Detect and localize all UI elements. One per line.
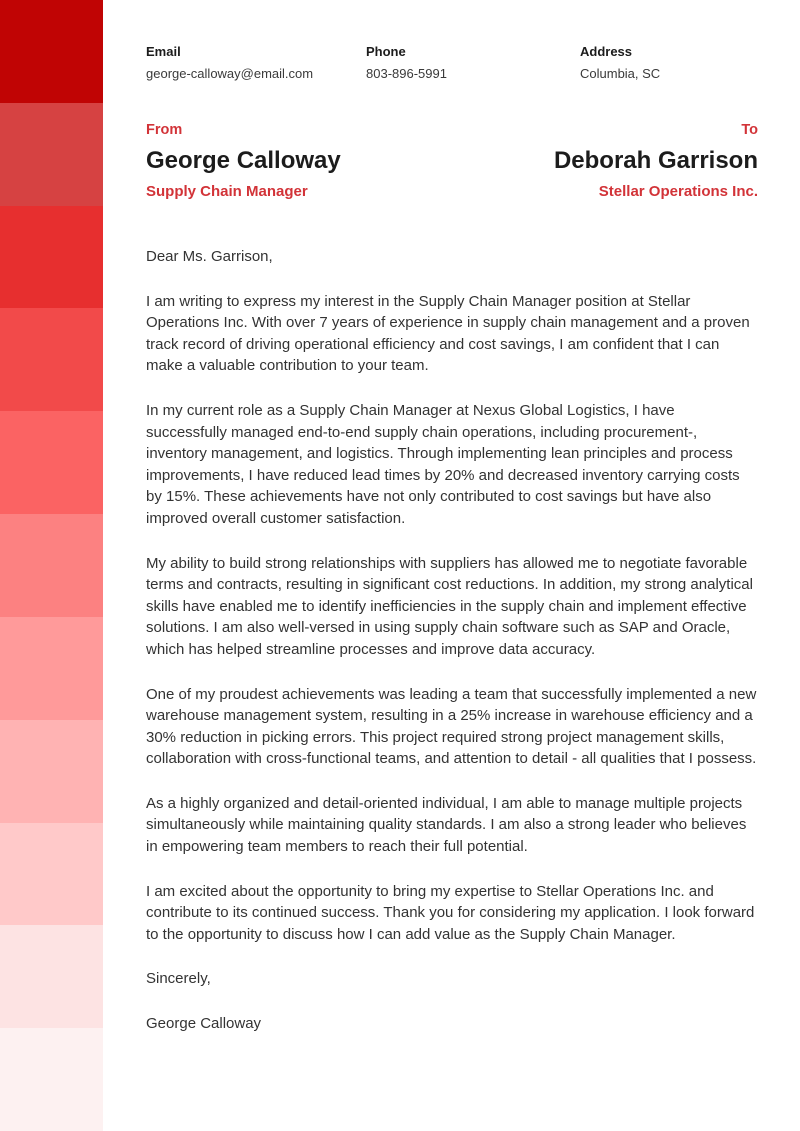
address-value: Columbia, SC [580,66,661,81]
signature-name: George Calloway [146,1015,262,1033]
sidebar-color-block [0,617,103,720]
letter-paragraph: I am excited about the opportunity to bring my expertise to Stellar Operations Inc. and contribute to its continued success. Thank you for considering my application. I look forward to the opportunity to discuss how I can add value as the Supply Chain Manager. [146,882,755,943]
to-block [554,122,758,200]
recipient-name: Deborah Garrison [553,147,758,174]
sidebar-color-block [0,1028,103,1131]
email-value: george-calloway@email.com [146,66,314,81]
sidebar-color-block [0,823,103,926]
from-to-section [146,122,758,200]
sidebar-color-block [0,206,103,309]
sidebar-color-block [0,720,103,823]
sidebar-color-block [0,103,103,206]
letter-paragraph: As a highly organized and detail-oriented individual, I am able to manage multiple projects simultaneously while maintaining quality standards. I am also a strong leader who believes in empowering team members to reach their full potential. [146,794,747,856]
from-label: From [146,122,183,138]
contact-header [146,0,758,81]
letter-paragraph: One of my proudest achievements was leading a team that successfully implemented a new warehouse management system, resulting in a 25% increase in warehouse efficiency and a 30% reduction in picking errors. This project required strong project management skills, collaboration with cross-functional teams, and attention to detail - all qualities that I possess. [146,685,757,768]
salutation: Dear Ms. Garrison, [146,248,273,265]
letter-paragraph: My ability to build strong relationships with suppliers has allowed me to negotiate favorable terms and contracts, resulting in significant cost reductions. In addition, my strong analytical skills have enabled me to identify inefficiencies in the supply chain and implement effective solutions. I am also well-versed in using supply chain software such as SAP and Oracle, which has helped streamline processes and improve data accuracy. [146,554,753,658]
closing: Sincerely, [146,970,211,988]
contact-email-column [146,44,366,81]
recipient-company: Stellar Operations Inc. [598,183,758,200]
to-label: To [741,122,758,138]
sender-name: George Calloway [146,147,341,174]
sidebar-color-block [0,308,103,411]
contact-address-column [580,44,758,81]
sidebar-color-block [0,0,103,103]
letter-body [146,246,758,1035]
phone-value: 803-896-5991 [366,66,447,81]
red-gradient-sidebar [0,0,103,1131]
letter-paragraph: In my current role as a Supply Chain Manager at Nexus Global Logistics, I have successfully managed end-to-end supply chain operations, including procurement-, inventory management, and logistics. Through implementing lean principles and process improvements, I have reduced lead times by 20% and decreased inventory carrying costs by 15%. These achievements have not only contributed to cost savings but have also improved overall customer satisfaction. [146,401,740,527]
sidebar-color-block [0,925,103,1028]
contact-phone-column [366,44,580,81]
phone-label: Phone [366,44,406,59]
address-label: Address [580,44,633,59]
letter-paragraph: I am writing to express my interest in the Supply Chain Manager position at Stellar Operations Inc. With over 7 years of experience in supply chain management and a proven track record of driving operational efficiency and cost savings, I am confident that I can make a valuable contribution to your team. [146,292,750,375]
sidebar-color-block [0,411,103,514]
from-block [146,122,341,200]
letter-content [146,0,758,1035]
sidebar-color-block [0,514,103,617]
sender-job-title: Supply Chain Manager [146,183,308,200]
email-label: Email [146,44,181,59]
